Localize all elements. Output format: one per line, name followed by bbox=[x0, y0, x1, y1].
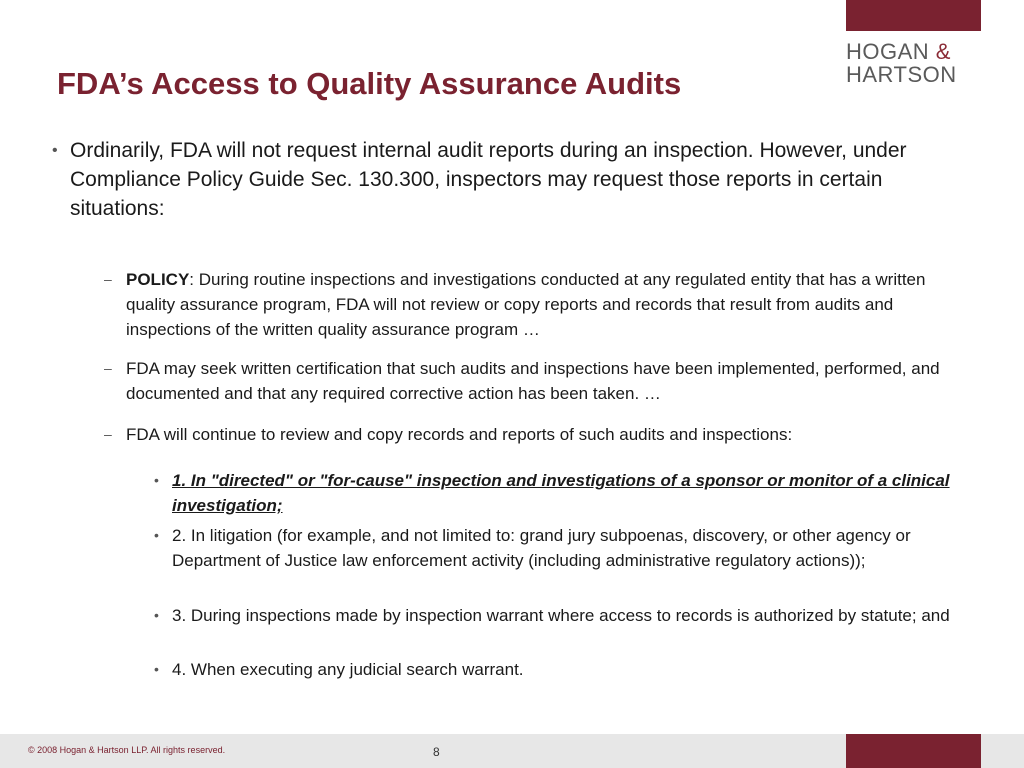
list-item-text: 2. In litigation (for example, and not limited to: grand jury subpoenas, discovery, or other agency or Department of Justice law enforcement activity (including administrative regulatory actions)); bbox=[172, 526, 911, 570]
sub-bullet-policy bbox=[104, 267, 974, 342]
list-item-warrant bbox=[154, 603, 974, 628]
footer-copyright: © 2008 Hogan & Hartson LLP. All rights reserved. bbox=[28, 745, 226, 755]
logo-text-hartson: HARTSON bbox=[846, 62, 957, 87]
list-item-search-warrant bbox=[154, 657, 974, 682]
logo-ampersand: & bbox=[935, 39, 951, 64]
footer-accent-bar bbox=[846, 734, 981, 768]
policy-text: : During routine inspections and investigations conducted at any regulated entity that has a written quality assurance program, FDA will not review or copy reports and records that result from audits and inspections of the written quality assurance program … bbox=[126, 270, 926, 339]
bullet-dot-icon: • bbox=[154, 527, 159, 543]
list-item-litigation bbox=[154, 523, 974, 573]
company-logo bbox=[846, 40, 986, 86]
bullet-dot-icon: • bbox=[154, 607, 159, 623]
list-item-text: 1. In "directed" or "for-cause" inspection and investigations of a sponsor or monitor of a clinical investigation; bbox=[172, 471, 950, 515]
bullet-dot-icon: • bbox=[154, 472, 159, 488]
dash-bullet-icon: – bbox=[104, 271, 112, 287]
policy-label: POLICY bbox=[126, 270, 190, 289]
list-item-directed bbox=[154, 468, 974, 518]
page-number: 8 bbox=[433, 745, 440, 759]
dash-bullet-icon: – bbox=[104, 426, 112, 442]
review-text: FDA will continue to review and copy records and reports of such audits and inspections: bbox=[126, 425, 793, 444]
logo-text-hogan: HOGAN bbox=[846, 39, 936, 64]
list-item-text: 4. When executing any judicial search warrant. bbox=[172, 660, 524, 679]
top-accent-bar bbox=[846, 0, 981, 31]
sub-bullet-review bbox=[104, 422, 974, 447]
list-item-text: 3. During inspections made by inspection warrant where access to records is authorized by statute; and bbox=[172, 606, 950, 625]
bullet-dot-icon: • bbox=[154, 661, 159, 677]
main-bullet-text: Ordinarily, FDA will not request internal audit reports during an inspection. However, under Compliance Policy Guide Sec. 130.300, inspectors may request those reports in certain situations: bbox=[70, 139, 907, 220]
main-bullet bbox=[52, 136, 982, 223]
sub-bullet-certification bbox=[104, 356, 974, 406]
dash-bullet-icon: – bbox=[104, 360, 112, 376]
slide-title: FDA’s Access to Quality Assurance Audits bbox=[57, 66, 682, 101]
bullet-dot-icon: • bbox=[52, 142, 58, 159]
certification-text: FDA may seek written certification that such audits and inspections have been implemented, performed, and documented and that any required corrective action has been taken. … bbox=[126, 359, 940, 403]
